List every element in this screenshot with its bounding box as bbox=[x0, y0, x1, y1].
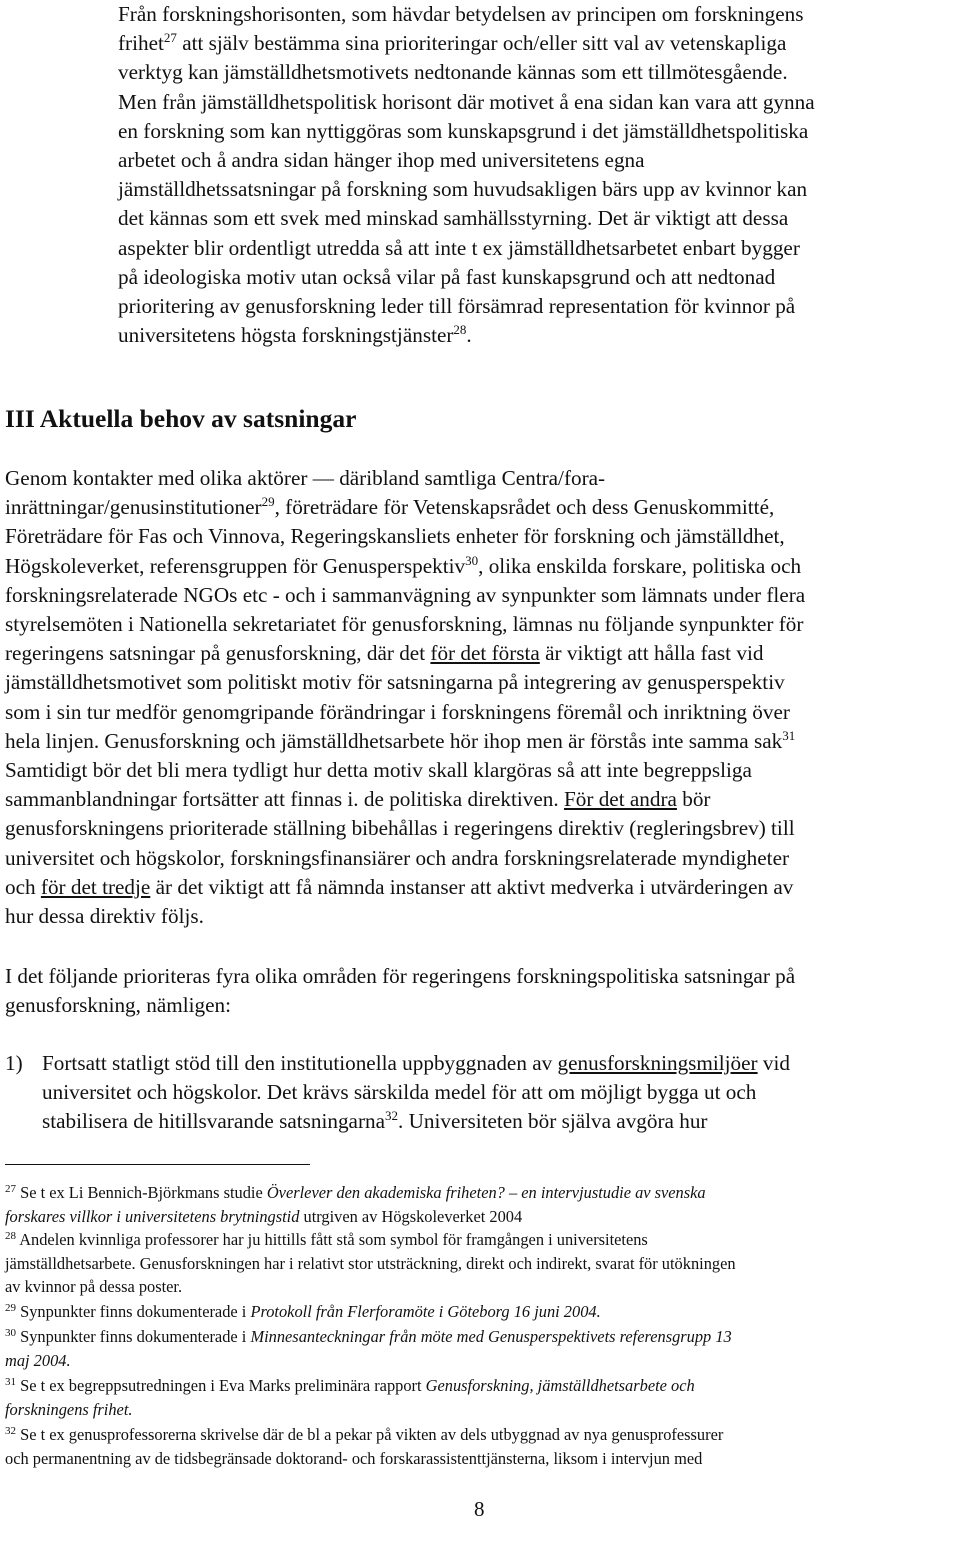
footnote-32: $^{32}$ Se t ex genusprofessorerna skrivelse där de bl a pekar på vikten av dels utbyggnad av nya genusprofessurer och permanentning av de tidsbegränsade doktorand- och forskarassistenttjänsterna, liksom i intervjun med bbox=[5, 1425, 724, 1468]
footnote-29: $^{29}$ Synpunkter finns dokumenterade i Protokoll från Flerforamöte i Göteborg 16 juni 2004. bbox=[5, 1302, 601, 1321]
footnote-ref-28[interactable]: 28 bbox=[453, 322, 467, 338]
footnote-ref-32[interactable]: 32 bbox=[385, 1108, 399, 1124]
underlined-phrase-second: För det andra bbox=[563, 787, 677, 812]
underlined-phrase-third: för det tredje bbox=[40, 874, 151, 899]
footnote-ref-29[interactable]: 29 bbox=[261, 494, 275, 510]
footnote-ref-31[interactable]: 31 bbox=[782, 727, 796, 743]
priority-paragraph: I det följande prioriteras fyra olika områden för regeringens forskningspolitiska satsningar på genusforskning, nämligen: bbox=[5, 964, 796, 1018]
footnote-31: $^{31}$ Se t ex begreppsutredningen i Eva Marks preliminära rapport Genusforskning, jämställdhetsarbete och forskningens frihet. bbox=[5, 1376, 695, 1419]
section-heading: III Aktuella behov av satsningar bbox=[5, 404, 357, 433]
footnote-27: $^{27}$ Se t ex Li Bennich-Björkmans studie Överlever den akademiska friheten? – en intervjustudie av svenska forskares villkor i universitetens brytningstid utrgiven av Högskoleverket 2004 bbox=[5, 1183, 706, 1226]
footnote-28: $^{28}$ Andelen kvinnliga professorer har ju hittills fått stå som symbol för framgången i universitetens jämställdhetsarbete. Genusforskningen har i relativt stor utsträckning, direkt och indirekt, svarat för utökningen av kvinnor på dessa poster. bbox=[5, 1230, 736, 1296]
footnote-ref-27[interactable]: 27 bbox=[163, 30, 177, 46]
underlined-term: genusforskningsmiljöer bbox=[557, 1051, 758, 1075]
footnote-30: $^{30}$ Synpunkter finns dokumenterade i Minnesanteckningar från möte med Genusperspektivets referensgrupp 13 maj 2004. bbox=[5, 1327, 732, 1370]
page-number: 8 bbox=[474, 1497, 485, 1521]
list-item-1: Fortsatt statligt stöd till den institutionella uppbyggnaden av genusforskningsmiljöer vid universitet och högskolor. Det krävs särskilda medel för att om möjligt bygga ut och stabilisera de hitillsvarande satsningarna$^{32}$. Universiteten bör själva avgöra hur bbox=[42, 1051, 790, 1134]
footnote-separator bbox=[5, 1164, 310, 1165]
underlined-phrase-first: för det första bbox=[430, 641, 540, 666]
footnote-ref-30[interactable]: 30 bbox=[465, 552, 479, 568]
main-paragraph: Genom kontakter med olika aktörer — däribland samtliga Centra/fora- inrättningar/genusinstitutioner$^{29}$, företrädare för Vetenskapsrådet och dess Genuskommitté, Företrädare för Fas och Vinnova, Regeringskansliets enheter för forskning och jämställdhet, Högskoleverket, referensgruppen för Genusperspektiv$^{30}$, olika enskilda forskare, politiska och forskningsrelaterade NGOs etc - och i sammanvägning av synpunkter som lämnats under flera styrelsemöten i Nationella sekretariatet för genusforskning, lämnas nu följande synpunkter för regeringens satsningar på genusforskning, där det för det första är viktigt att hålla fast vid jämställdhetsmotivet som politiskt motiv för satsningarna på integrering av genusperspektiv som i sin tur medför genomgripande förändringar i forskningens föremål och inriktning över hela linjen. Genusforskning och jämställdhetsarbete hör ihop men är förstås inte samma sak$^{31}$ Samtidigt bör det bli mera tydligt hur detta motiv skall klargöras så att inte begreppsliga sammanblandningar fortsätter att finnas i. de politiska direktiven. För det andra bör genusforskningens prioriterade ställning bibehållas i regeringens direktiv (regleringsbrev) till universitet och högskolor, forskningsfinansiärer och andra forskningsrelaterade myndigheter och för det tredje är det viktigt att få nämnda instanser att aktivt medverka i utvärderingen av hur dessa direktiv följs. bbox=[5, 466, 806, 929]
top-paragraph: Från forskningshorisonten, som hävdar betydelsen av principen om forskningens frihet$^{27}$ att själv bestämma sina prioriteringar och/eller sitt val av vetenskapliga verktyg kan jämställdhetsmotivets nedtonande kännas som ett tillmötesgående. Men från jämställdhetspolitisk horisont där motivet å ena sidan kan vara att gynna en forskning som kan nyttiggöras som kunskapsgrund i det jämställdhetspolitiska arbetet och å andra sidan hänger ihop med universitetens egna jämställdhetssatsningar på forskning som huvudsakligen bärs upp av kvinnor kan det kännas som ett svek med minskad samhällsstyrning. Det är viktigt att dessa aspekter blir ordentligt utredda så att inte t ex jämställdhetsarbetet enbart bygger på ideologiska motiv utan också vilar på fast kunskapsgrund och att nedtonad prioritering av genusforskning leder till försämrad representation för kvinnor på universitetens högsta forskningstjänster$^{28}$. bbox=[118, 2, 815, 348]
list-number: 1) bbox=[5, 1051, 23, 1075]
